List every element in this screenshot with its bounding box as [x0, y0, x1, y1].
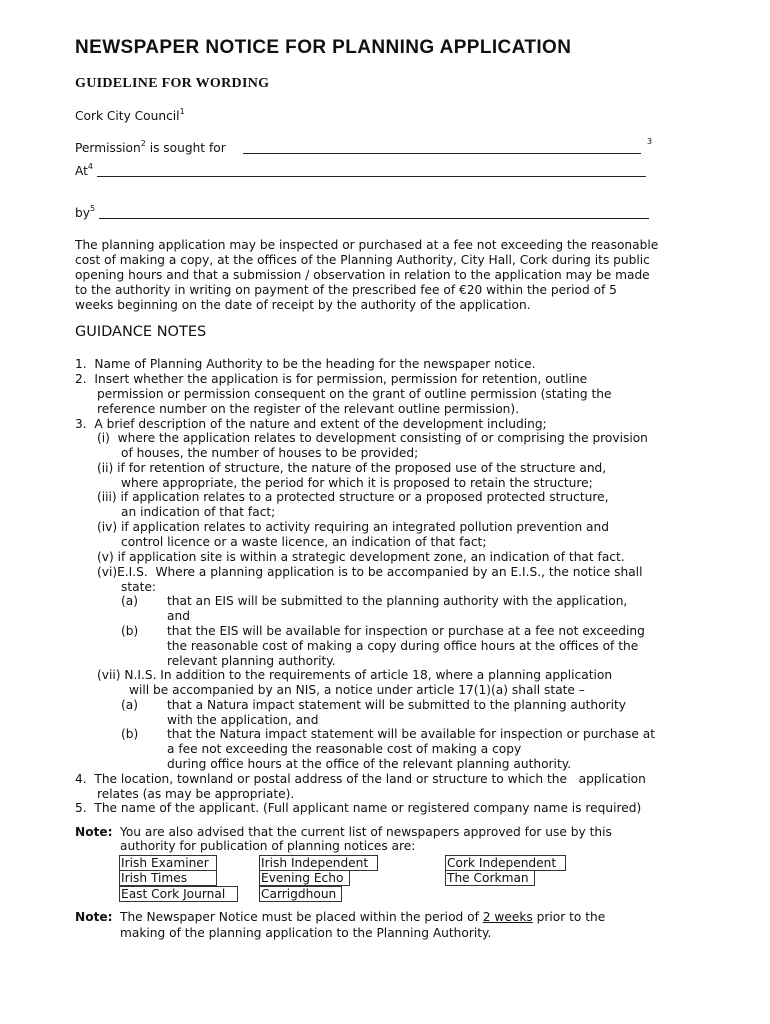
note-line: will be accompanied by an NIS, a notice under article 17(1)(a) shall state – [129, 683, 585, 697]
note-line: relates (as may be appropriate). [97, 787, 295, 801]
note-line: an indication of that fact; [121, 505, 276, 519]
newspaper-carrigdhoun: Carrigdhoun [259, 886, 342, 902]
note-marker: (b) [121, 727, 139, 741]
footnote-mark-3: 3 [647, 137, 653, 146]
note-label: Note: [75, 910, 113, 924]
footnote-mark-1: 1 [179, 107, 185, 116]
note-line: that the EIS will be available for inspection or purchase at a fee not exceeding [167, 624, 645, 638]
note1-text: authority for publication of planning notices are: [120, 839, 416, 853]
note-line: relevant planning authority. [167, 654, 336, 668]
newspaper-cork-independent: Cork Independent [445, 855, 566, 871]
newspaper-irish-times: Irish Times [119, 870, 217, 886]
by-label [75, 206, 95, 221]
footnote-mark-5: 5 [89, 204, 96, 213]
note-line: a fee not exceeding the reasonable cost of making a copy [167, 742, 522, 756]
note-line: (iii) if application relates to a protected structure or a proposed protected structure, [97, 490, 609, 504]
note-line: (vi)E.I.S. Where a planning application is to be accompanied by an E.I.S., the notice shall [97, 565, 643, 579]
note2-period: 2 weeks [482, 910, 533, 924]
newspaper-irish-independent: Irish Independent [259, 855, 378, 871]
note2-text: making of the planning application to the Planning Authority. [120, 926, 492, 940]
newspaper-the-corkman: The Corkman [445, 870, 535, 886]
note-line: (vii) N.I.S. In addition to the requirements of article 18, where a planning application [97, 668, 613, 682]
note-line: that a Natura impact statement will be submitted to the planning authority [167, 698, 626, 712]
note-line: 3. A brief description of the nature and extent of the development including; [75, 417, 547, 431]
note-line: 1. Name of Planning Authority to be the heading for the newspaper notice. [75, 357, 536, 371]
note-line: that the Natura impact statement will be available for inspection or purchase at [167, 727, 656, 741]
note-line: 4. The location, townland or postal address of the land or structure to which the application [75, 772, 646, 786]
newspaper-east-cork-journal: East Cork Journal [119, 886, 238, 902]
subtitle: GUIDELINE FOR WORDING [75, 76, 270, 91]
by-text: by [75, 206, 90, 220]
note2-post: prior to the [532, 910, 606, 924]
council-heading [75, 109, 185, 124]
at-text: At [75, 164, 88, 178]
paragraph-line: cost of making a copy, at the offices of the Planning Authority, City Hall, Cork during its public [75, 253, 650, 267]
note2-pre: The Newspaper Notice must be placed within the period of [120, 910, 483, 924]
at-field[interactable] [97, 176, 646, 177]
guidance-heading: GUIDANCE NOTES [75, 324, 207, 340]
paragraph-line: weeks beginning on the date of receipt by the authority of the application. [75, 298, 531, 312]
permission-label [75, 141, 226, 156]
note-label: Note: [75, 825, 113, 839]
footnote-mark-2: 2 [140, 139, 146, 148]
note-line: (ii) if for retention of structure, the nature of the proposed use of the structure and, [97, 461, 607, 475]
paragraph-line: to the authority in writing on payment of the prescribed fee of €20 within the period of 5 [75, 283, 617, 297]
note-line: control licence or a waste licence, an indication of that fact; [121, 535, 487, 549]
note-line: the reasonable cost of making a copy during office hours at the offices of the [167, 639, 639, 653]
council-name: Cork City Council [75, 109, 180, 123]
note-line: that an EIS will be submitted to the planning authority with the application, [167, 594, 628, 608]
newspaper-evening-echo: Evening Echo [259, 870, 350, 886]
at-label [75, 164, 93, 179]
note1-text: You are also advised that the current list of newspapers approved for use by this [120, 825, 612, 839]
permission-field[interactable] [243, 153, 641, 154]
permission-suffix: is sought for [145, 141, 226, 155]
note-line: of houses, the number of houses to be provided; [121, 446, 419, 460]
note-line: 5. The name of the applicant. (Full applicant name or registered company name is required) [75, 801, 642, 815]
note-line: 2. Insert whether the application is for permission, permission for retention, outline [75, 372, 588, 386]
note-line: permission or permission consequent on the grant of outline permission (stating the [97, 387, 612, 401]
note-line: state: [121, 580, 156, 594]
note-line: and [167, 609, 190, 623]
footnote-mark-4: 4 [87, 162, 93, 171]
note2-text [120, 910, 605, 925]
newspaper-irish-examiner: Irish Examiner [119, 855, 217, 871]
note-line: (iv) if application relates to activity requiring an integrated pollution prevention and [97, 520, 609, 534]
paragraph-line: The planning application may be inspected or purchased at a fee not exceeding the reasonable [75, 238, 659, 252]
note-line: during office hours at the office of the relevant planning authority. [167, 757, 572, 771]
note-line: (i) where the application relates to development consisting of or comprising the provision [97, 431, 648, 445]
note-line: with the application, and [167, 713, 319, 727]
note-line: (v) if application site is within a strategic development zone, an indication of that fact. [97, 550, 625, 564]
note-marker: (a) [121, 594, 138, 608]
permission-prefix: Permission [75, 141, 141, 155]
paragraph-line: opening hours and that a submission / observation in relation to the application may be made [75, 268, 650, 282]
note-line: where appropriate, the period for which it is proposed to retain the structure; [121, 476, 593, 490]
page-title: NEWSPAPER NOTICE FOR PLANNING APPLICATION [75, 37, 572, 58]
note-line: reference number on the register of the relevant outline permission). [97, 402, 520, 416]
note-marker: (b) [121, 624, 139, 638]
by-field[interactable] [99, 218, 649, 219]
note-marker: (a) [121, 698, 138, 712]
